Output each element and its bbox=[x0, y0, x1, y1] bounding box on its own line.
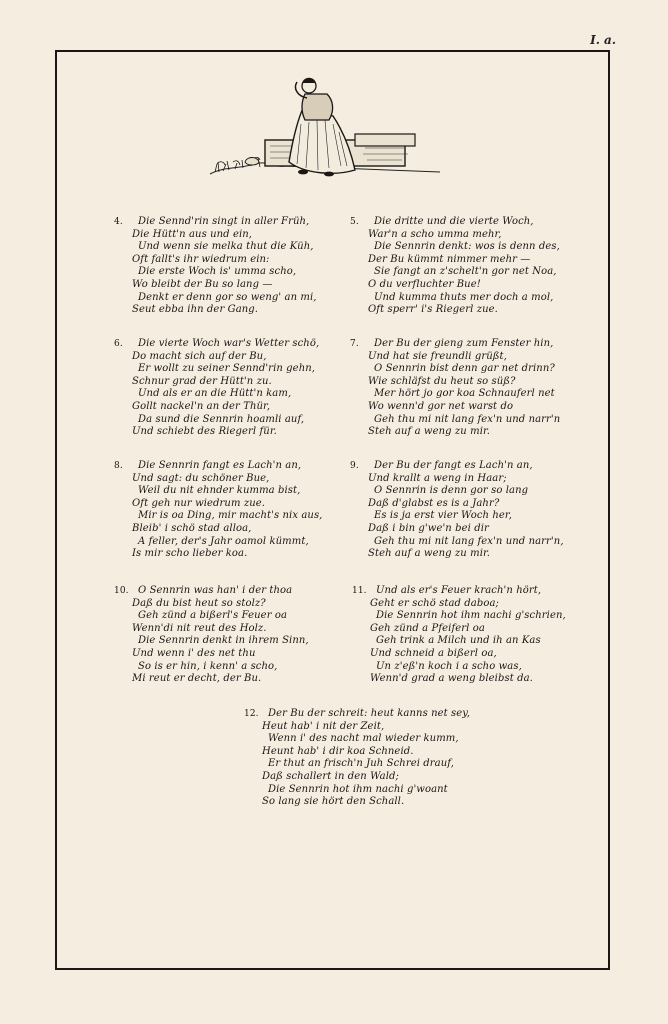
stanza-number: 6. bbox=[114, 339, 123, 349]
verse-line: Gollt nackel'n an der Thür, bbox=[132, 400, 271, 412]
verse-line: Und schiebt des Riegerl für. bbox=[132, 426, 277, 438]
stanza-8 bbox=[114, 460, 377, 561]
verse-line: Weil du nit ehnder kumma bist, bbox=[138, 485, 301, 497]
verse-line: Und als er an die Hütt'n kam, bbox=[138, 388, 292, 400]
stanza-7 bbox=[350, 338, 613, 439]
verse-line: Steh auf a weng zu mir. bbox=[368, 426, 491, 438]
verse-line: Geh thu mi nit lang fex'n und narr'n, bbox=[374, 535, 564, 547]
verse-line: Geh trink a Milch und ih an Kas bbox=[376, 635, 541, 647]
verse-line: Wenn'di nit reut des Holz. bbox=[132, 622, 267, 634]
verse-line: Der Bu der schreit: heut kanns net sey, bbox=[268, 708, 470, 719]
verse-line: O Sennrin bist denn gar net drinn? bbox=[374, 363, 555, 375]
verse-line: Mi reut er decht, der Bu. bbox=[132, 673, 262, 685]
stanza-number: 4. bbox=[114, 217, 123, 227]
verse-line: Geht er schö stad daboa; bbox=[370, 597, 500, 609]
verse-line: Er thut an frisch'n Juh Schrei drauf, bbox=[268, 758, 454, 770]
stanza-number: 7. bbox=[350, 339, 359, 349]
stanza-number: 10. bbox=[114, 586, 129, 596]
verse-line: Der Bu der gieng zum Fenster hin, bbox=[374, 338, 554, 349]
verse-line: Und wenn i' des net thu bbox=[132, 647, 256, 659]
verse-line: Die erste Woch is' umma scho, bbox=[138, 266, 297, 278]
page-number: I. a. bbox=[590, 33, 616, 47]
verse-line: Heut hab' i nit der Zeit, bbox=[262, 720, 385, 732]
verse-line: Die dritte und die vierte Woch, bbox=[374, 216, 534, 227]
verse-line: Die Sennrin denkt: wos is denn des, bbox=[374, 241, 560, 253]
verse-line: Is mir scho lieber koa. bbox=[132, 548, 248, 560]
verse-line: Und krallt a weng in Haar; bbox=[368, 472, 507, 484]
verse-line: Und sagt: du schöner Bue, bbox=[132, 472, 270, 484]
verse-line: O Sennrin was han' i der thoa bbox=[138, 585, 293, 596]
verse-line: Da sund die Sennrin hoamli auf, bbox=[138, 413, 305, 425]
verse-line: Daß d'glabst es is a Jahr? bbox=[368, 497, 500, 509]
verse-line: So is er hin, i kenn' a scho, bbox=[138, 660, 278, 672]
verse-line: Sie fangt an z'schelt'n gor net Noa, bbox=[374, 266, 557, 278]
stanza-number: 5. bbox=[350, 217, 359, 227]
verse-line: Wie schläfst du heut so süß? bbox=[368, 375, 516, 387]
verse-line: Wenn'd grad a weng bleibst da. bbox=[370, 673, 533, 685]
stanza-5 bbox=[350, 216, 613, 317]
verse-line: Oft sperr' i's Riegerl zue. bbox=[368, 304, 498, 316]
verse-line: Der Bu kümmt nimmer mehr — bbox=[368, 253, 531, 265]
stanza-number: 9. bbox=[350, 461, 359, 471]
verse-line: Er wollt zu seiner Sennd'rin gehn, bbox=[138, 363, 316, 375]
stanza-6 bbox=[114, 338, 377, 439]
stanza-number: 8. bbox=[114, 461, 123, 471]
verse-line: Un z'eß'n koch i a scho was, bbox=[376, 660, 522, 672]
verse-line: Heunt hab' i dir koa Schneid. bbox=[262, 745, 414, 757]
verse-line: Der Bu der fangt es Lach'n an, bbox=[374, 460, 533, 471]
verse-line: Mer hört jo gor koa Schnauferl net bbox=[374, 388, 555, 400]
verse-line: Die Sennd'rin singt in aller Früh, bbox=[138, 216, 310, 227]
stanza-4 bbox=[114, 216, 377, 317]
stanza-10 bbox=[114, 585, 377, 686]
verse-line: A feller, der's Jahr oamol kümmt, bbox=[138, 535, 309, 547]
verse-line: Daß i bin g'we'n bei dir bbox=[368, 522, 489, 534]
verse-line: Oft geh nur wiedrum zue. bbox=[132, 497, 266, 509]
seated-woman-illustration bbox=[205, 74, 450, 196]
verse-line: War'n a scho umma mehr, bbox=[368, 228, 502, 240]
verse-line: Schnur grad der Hütt'n zu. bbox=[132, 375, 272, 387]
verse-line: Und wenn sie melka thut die Küh, bbox=[138, 241, 314, 253]
verse-line: Steh auf a weng zu mir. bbox=[368, 548, 491, 560]
verse-line: Mir is oa Ding, mir macht's nix aus, bbox=[138, 510, 323, 522]
stanza-12 bbox=[244, 708, 507, 809]
verse-line: Denkt er denn gor so weng' an mi, bbox=[138, 291, 317, 303]
verse-line: Die Sennrin denkt in ihrem Sinn, bbox=[138, 635, 309, 647]
verse-line: Die vierte Woch war's Wetter schö, bbox=[138, 338, 320, 349]
verse-line: Do macht sich auf der Bu, bbox=[132, 350, 267, 362]
verse-line: O du verfluchter Bue! bbox=[368, 278, 481, 290]
verse-line: O Sennrin is denn gor so lang bbox=[374, 485, 529, 497]
verse-line: Daß schallert in den Wald; bbox=[262, 770, 399, 782]
stanza-11 bbox=[352, 585, 615, 686]
verse-line: Daß du bist heut so stolz? bbox=[132, 597, 266, 609]
verse-line: Die Sennrin hot ihm nachi g'woant bbox=[268, 783, 448, 795]
verse-line: So lang sie hört den Schall. bbox=[262, 796, 405, 808]
verse-line: Und kumma thuts mer doch a mol, bbox=[374, 291, 554, 303]
verse-line: Wo wenn'd gor net warst do bbox=[368, 400, 514, 412]
verse-line: Es is ja erst vier Woch her, bbox=[374, 510, 512, 522]
verse-line: Wo bleibt der Bu so lang — bbox=[132, 278, 273, 290]
verse-line: Seut ebba ihn der Gang. bbox=[132, 304, 259, 316]
verse-line: Oft fallt's ihr wiedrum ein: bbox=[132, 253, 270, 265]
verse-line: Wenn i' des nacht mal wieder kumm, bbox=[268, 733, 459, 745]
stanza-number: 11. bbox=[352, 586, 367, 596]
verse-line: Die Hütt'n aus und ein, bbox=[132, 228, 253, 240]
verse-line: Die Sennrin fangt es Lach'n an, bbox=[138, 460, 302, 471]
stanza-9 bbox=[350, 460, 613, 561]
verse-line: Und hat sie freundli grüßt, bbox=[368, 350, 507, 362]
verse-line: Geh thu mi nit lang fex'n und narr'n bbox=[374, 413, 561, 425]
verse-line: Geh zünd a bißerl's Feuer oa bbox=[138, 610, 288, 622]
verse-line: Die Sennrin hot ihm nachi g'schrien, bbox=[376, 610, 566, 622]
verse-line: Bleib' i schö stad alloa, bbox=[132, 522, 252, 534]
verse-line: Und als er's Feuer krach'n hört, bbox=[376, 585, 542, 596]
stanza-number: 12. bbox=[244, 709, 259, 719]
verse-line: Und schneid a bißerl oa, bbox=[370, 647, 497, 659]
verse-line: Geh zünd a Pfeiferl oa bbox=[370, 622, 485, 634]
